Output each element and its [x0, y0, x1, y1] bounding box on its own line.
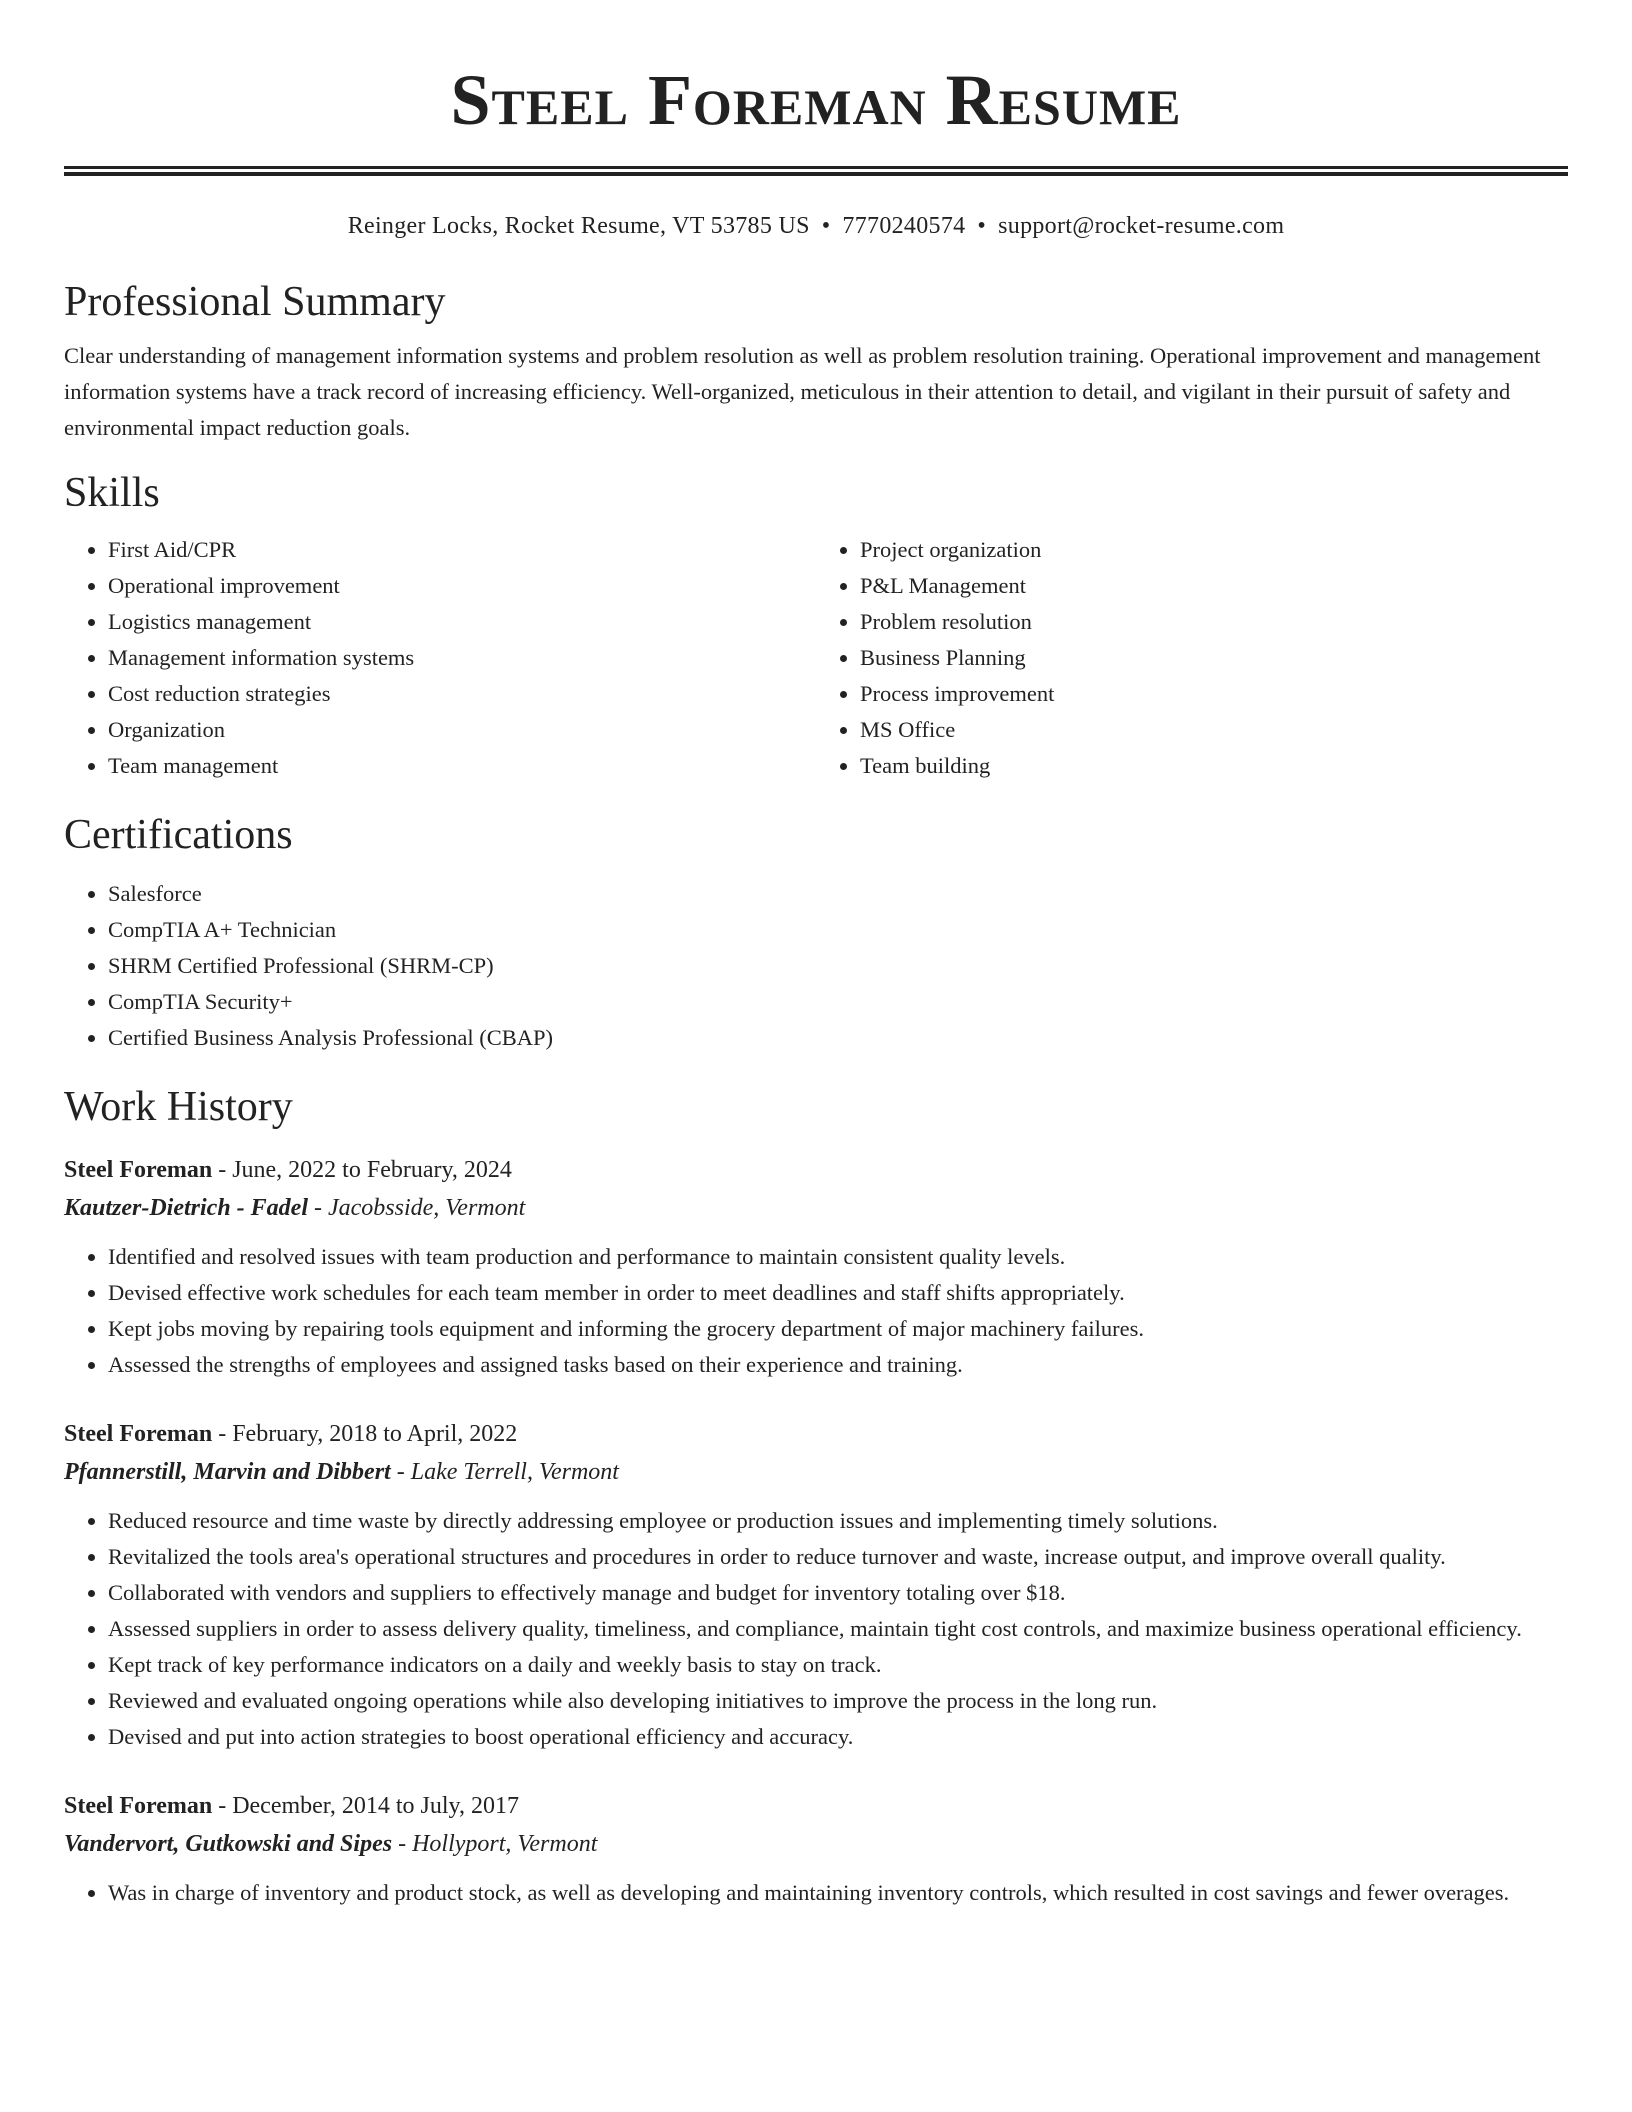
certification-item: • SHRM Certified Professional (SHRM-CP): [108, 948, 1568, 984]
certification-item: • CompTIA Security+: [108, 984, 1568, 1020]
job-title: Steel Foreman: [64, 1421, 213, 1447]
job-location: Hollyport, Vermont: [412, 1831, 598, 1857]
job-location: Jacobsside, Vermont: [328, 1195, 526, 1221]
skill-item: • MS Office: [860, 712, 1568, 748]
dash: -: [212, 1421, 233, 1447]
job-location: Lake Terrell, Vermont: [410, 1459, 619, 1485]
job-bullet: • Revitalized the tools area's operational structures and procedures in order to reduce turnover and waste, increase output, and improve overall quality.: [108, 1539, 1568, 1575]
job-dates: February, 2018 to April, 2022: [232, 1421, 518, 1447]
section-heading-work-history: Work History: [64, 1084, 293, 1130]
skill-item: • Team building: [860, 748, 1568, 784]
job-bullet: • Kept track of key performance indicators on a daily and weekly basis to stay on track.: [108, 1647, 1568, 1683]
job-bullets: [64, 1239, 1568, 1383]
job-bullet: • Reduced resource and time waste by directly addressing employee or production issues and implementing timely solutions.: [108, 1503, 1568, 1539]
job-company: Kautzer-Dietrich - Fadel: [64, 1195, 308, 1221]
job-dates: December, 2014 to July, 2017: [232, 1793, 519, 1819]
skill-item: • First Aid/CPR: [108, 532, 816, 568]
job-dates: June, 2022 to February, 2024: [232, 1157, 512, 1183]
job-bullet: • Devised and put into action strategies to boost operational efficiency and accuracy.: [108, 1719, 1568, 1755]
page-title: Steel Foreman Resume: [450, 60, 1182, 140]
certification-item: • Salesforce: [108, 876, 1568, 912]
contact-separator: •: [977, 213, 987, 239]
job-title: Steel Foreman: [64, 1157, 213, 1183]
contact-address: Reinger Locks, Rocket Resume, VT 53785 US: [347, 213, 810, 239]
section-heading-certifications: Certifications: [64, 812, 293, 858]
skill-item: • P&L Management: [860, 568, 1568, 604]
summary-text: Clear understanding of management information systems and problem resolution as well as problem resolution training. Operational improvement and management information systems have a track record of increasing efficiency. Well-organized, meticulous in their attention to detail, and vigilant in their pursuit of safety and environmental impact reduction goals.: [64, 343, 1541, 440]
job-company: Pfannerstill, Marvin and Dibbert: [64, 1459, 391, 1485]
skill-item: • Logistics management: [108, 604, 816, 640]
dash: -: [212, 1793, 233, 1819]
certifications-list: [64, 876, 1568, 1056]
certification-item: • Certified Business Analysis Professional (CBAP): [108, 1020, 1568, 1056]
skill-item: • Business Planning: [860, 640, 1568, 676]
job-bullet: • Assessed the strengths of employees and assigned tasks based on their experience and training.: [108, 1347, 1568, 1383]
skill-item: • Process improvement: [860, 676, 1568, 712]
skill-item: • Team management: [108, 748, 816, 784]
job-bullet: • Identified and resolved issues with team production and performance to maintain consistent quality levels.: [108, 1239, 1568, 1275]
job-title-line: [64, 1151, 1568, 1189]
dash: -: [308, 1195, 328, 1221]
skills-list-right: [816, 532, 1568, 784]
contact-separator: •: [821, 213, 831, 239]
job-title-line: [64, 1415, 1568, 1453]
skill-item: • Management information systems: [108, 640, 816, 676]
skills-list-left: [64, 532, 816, 784]
section-heading-skills: Skills: [64, 470, 160, 516]
job-company-line: [64, 1825, 1568, 1863]
job-company: Vandervort, Gutkowski and Sipes: [64, 1831, 393, 1857]
contact-line: [64, 211, 1568, 241]
job-title: Steel Foreman: [64, 1793, 213, 1819]
job-bullet: • Assessed suppliers in order to assess delivery quality, timeliness, and compliance, maintain tight cost controls, and maximize business operational efficiency.: [108, 1611, 1568, 1647]
skill-item: • Cost reduction strategies: [108, 676, 816, 712]
skill-item: • Project organization: [860, 532, 1568, 568]
job-bullets: [64, 1503, 1568, 1755]
dash: -: [390, 1459, 411, 1485]
dash: -: [212, 1157, 233, 1183]
contact-phone: 7770240574: [842, 213, 966, 239]
skill-item: • Operational improvement: [108, 568, 816, 604]
dash: -: [392, 1831, 413, 1857]
job-entry: [64, 1415, 1568, 1755]
certification-item: • CompTIA A+ Technician: [108, 912, 1568, 948]
title-divider: [64, 166, 1568, 176]
job-company-line: [64, 1453, 1568, 1491]
job-bullet: • Was in charge of inventory and product stock, as well as developing and maintaining inventory controls, which resulted in cost savings and fewer overages.: [108, 1875, 1568, 1911]
job-entry: [64, 1151, 1568, 1383]
job-bullet: • Kept jobs moving by repairing tools equipment and informing the grocery department of major machinery failures.: [108, 1311, 1568, 1347]
job-bullet: • Devised effective work schedules for each team member in order to meet deadlines and staff shifts appropriately.: [108, 1275, 1568, 1311]
skill-item: • Problem resolution: [860, 604, 1568, 640]
contact-email: support@rocket-resume.com: [998, 213, 1285, 239]
job-bullet: • Reviewed and evaluated ongoing operations while also developing initiatives to improve the process in the long run.: [108, 1683, 1568, 1719]
section-heading-summary: Professional Summary: [64, 279, 446, 325]
job-bullets: [64, 1875, 1568, 1911]
job-entry: [64, 1787, 1568, 1911]
job-title-line: [64, 1787, 1568, 1825]
skills-columns: [64, 532, 1568, 784]
job-company-line: [64, 1189, 1568, 1227]
skill-item: • Organization: [108, 712, 816, 748]
job-bullet: • Collaborated with vendors and suppliers to effectively manage and budget for inventory totaling over $18.: [108, 1575, 1568, 1611]
